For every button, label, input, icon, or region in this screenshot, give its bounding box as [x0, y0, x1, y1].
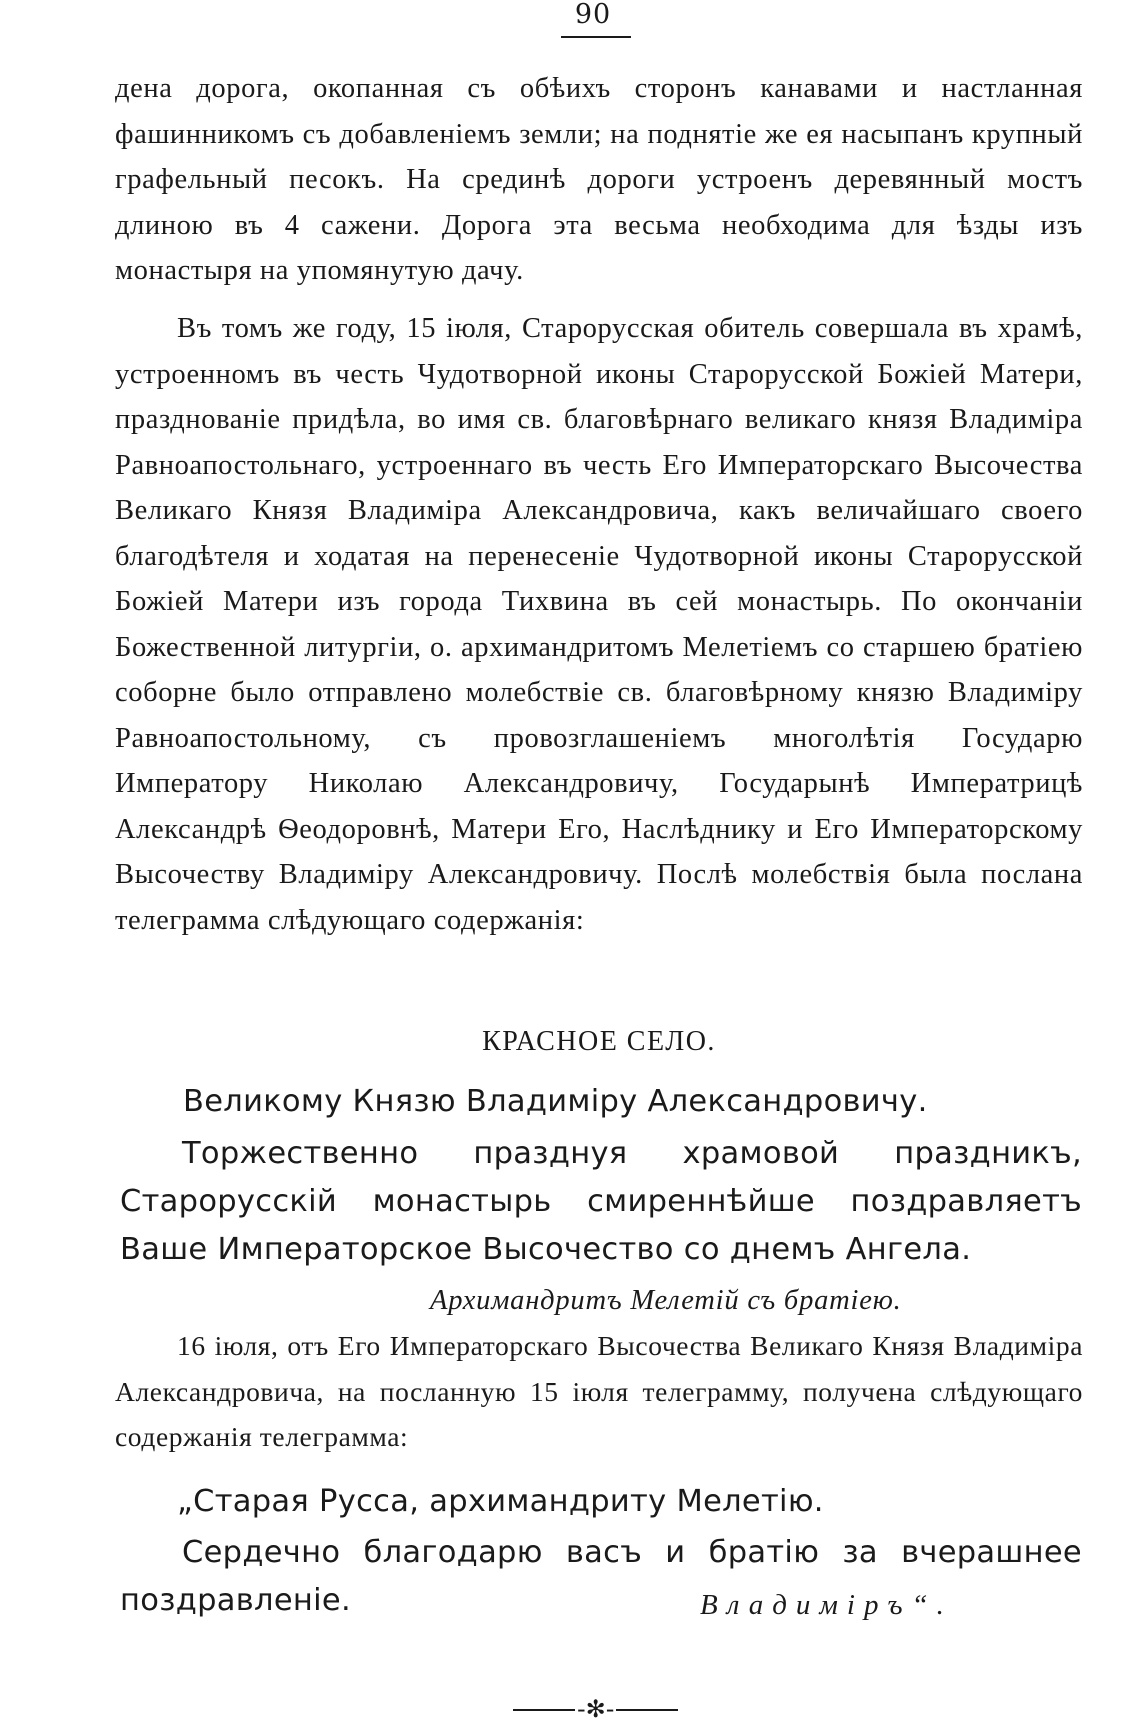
reply-telegram-address: „Старая Русса, архимандриту Мелетію.: [177, 1484, 824, 1519]
ornament-star-icon: -✻-: [577, 1695, 615, 1723]
page-number: 90: [574, 0, 612, 30]
reply-telegram-signature: Владиміръ“.: [700, 1589, 953, 1621]
paragraph-road-construction: дена дорога, окопанная съ обѣихъ сторонъ канавами и настланная фашинникомъ съ добавленіемъ земли; на поднятіе же ея насыпанъ крупный графельный песокъ. На срединѣ дороги устроенъ деревянный мостъ длиною въ 4 сажени. Дорога эта весьма необходима для ѣзды изъ монастыря на упомянутую дачу.: [115, 73, 1083, 286]
telegram-addressee: Великому Князю Владиміру Александровичу.: [183, 1084, 928, 1119]
paragraph-reply-received: 16 іюля, отъ Его Императорскаго Высочества Великаго Князя Владиміра Александровича, на посланную 15 іюля телеграмму, получена слѣдующаго содержанія телеграмма:: [115, 1330, 1083, 1452]
ornament-line-left: [513, 1709, 575, 1711]
closing-ornament: [513, 1695, 678, 1723]
telegram-heading: КРАСНОЕ СЕЛО.: [482, 1026, 716, 1057]
reply-telegram-body: Сердечно благодарю васъ и братію за вчерашнее поздравленіе.: [120, 1535, 1082, 1618]
ornament-line-right: [616, 1709, 678, 1711]
telegram-signature: Архимандритъ Мелетій съ братіею.: [430, 1285, 902, 1316]
paragraph-feast-celebration: Въ томъ же году, 15 іюля, Старорусская обитель совершала въ храмѣ, устроенномъ въ честь Чудотворной иконы Старорусской Божіей Матери, празднованіе придѣла, во имя св. благовѣрнаго великаго князя Владиміра Равноапостольнаго, устроеннаго въ честь Его Императорскаго Высочества Великаго Князя Владиміра Александровича, какъ величайшаго своего благодѣтеля и ходатая на перенесеніе Чудотворной иконы Старорусской Божіей Матери изъ города Тихвина въ сей монастырь. По окончаніи Божественной литургіи, о. архимандритомъ Мелетіемъ со старшею братіею соборне было отправлено молебствіе св. благовѣрному князю Владиміру Равноапостольному, съ провозглашеніемъ многолѣтія Государю Императору Николаю Александровичу, Государынѣ Императрицѣ Александрѣ Ѳеодоровнѣ, Матери Его, Наслѣднику и Его Императорскому Высочеству Владиміру Александровичу. Послѣ молебствія была послана телеграмма слѣдующаго содержанія:: [115, 313, 1083, 936]
page-number-rule: [561, 36, 631, 38]
telegram-body: Торжественно празднуя храмовой праздникъ, Старорусскій монастырь смиреннѣйше поздравляетъ Ваше Императорское Высочество со днемъ Ангела.: [120, 1136, 1082, 1267]
